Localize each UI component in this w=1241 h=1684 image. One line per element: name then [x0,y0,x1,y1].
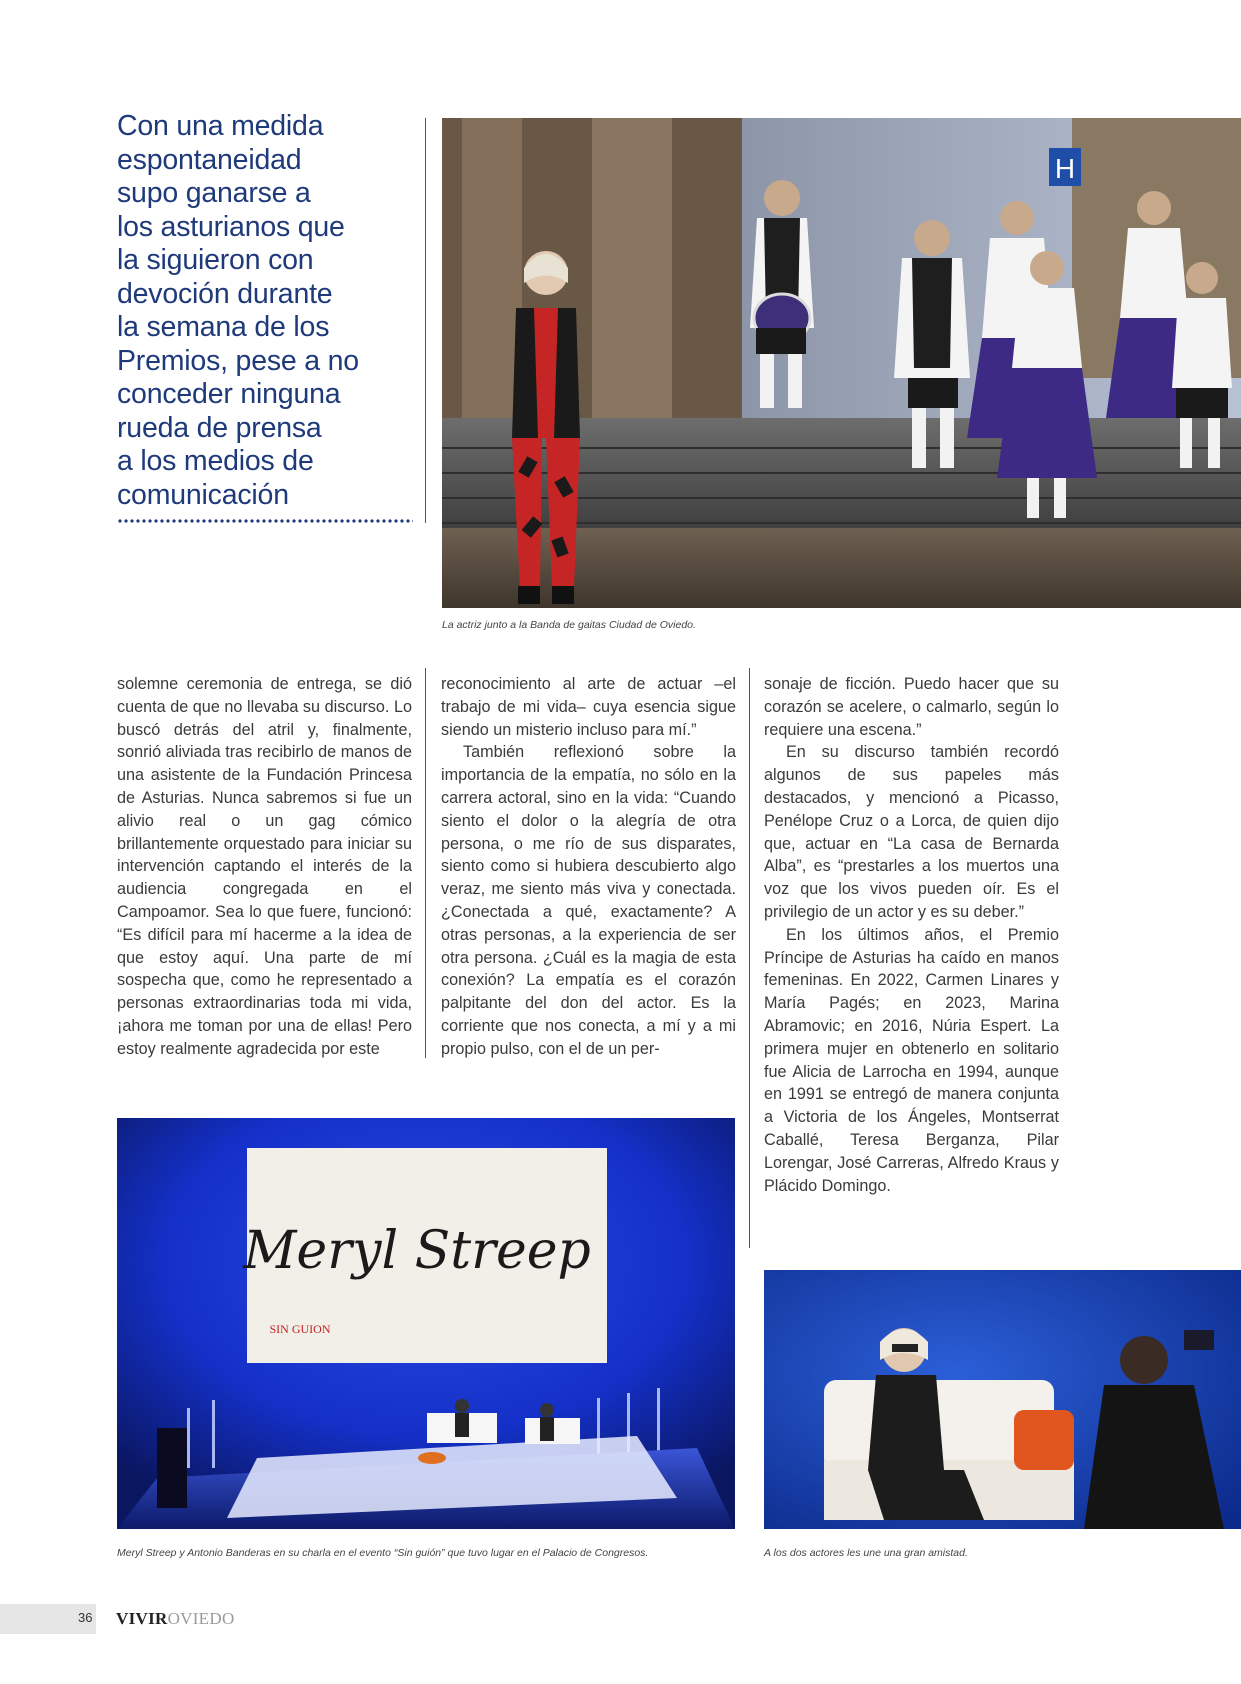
pull-quote-line: Premios, pese a no [117,344,359,377]
article-paragraph: En su discurso también recordó algunos de sus papeles más destacados, y mencionó a Picasso, Penélope Cruz o a Lorca, de quien dijo que, actuar en “La casa de Bernarda Alba”, es “prestarles a los muertos una voz que los vivos pueden oír. Es el privilegio de un actor y es su deber.” [764,743,1059,921]
dotted-divider [117,518,413,524]
article-paragraph: En los últimos años, el Premio Príncipe de Asturias ha caído en manos femeninas. En 2022, Carmen Linares y María Pagés; en 2023, Marina Abramovic; en 2016, Núria Espert. La primera mujer en obtenerlo en solitario fue Alicia de Larrocha en 1994, aunque en 1991 se entregó de manera conjunta a Victoria de los Ángeles, Montserrat Caballé, Teresa Berganza, Pilar Lorengar, José Carreras, Alfredo Kraus y Plácido Domingo. [764,925,1059,1195]
article-paragraph: reconocimiento al arte de actuar –el trabajo de mi vida– cuya esencia sigue siendo un misterio incluso para mí.” [441,675,736,739]
brand-light: OVIEDO [167,1609,235,1628]
pull-quote-line: rueda de prensa [117,411,322,444]
hotel-sign: H [1054,153,1076,184]
article-paragraph: sonaje de ficción. Puedo hacer que su corazón se acelere, o calmarlo, según lo requiere una escena.” [764,675,1059,739]
article-column-2 [441,673,736,1061]
pull-quote-line: la semana de los [117,311,330,343]
photo-actress-with-band [442,118,1241,608]
article-column-3 [764,673,1059,1197]
screen-label: SIN GUION [269,1322,331,1336]
caption-closeup-photo: A los dos actores les une una gran amistad. [764,1547,968,1559]
magazine-brand [116,1609,235,1629]
page-number: 36 [78,1610,93,1625]
article-paragraph: solemne ceremonia de entrega, se dió cuenta de que no llevaba su discurso. Lo buscó detrás del atril y, finalmente, sonrió aliviada tras recibirlo de manos de una asistente de la Fundación Princesa de Asturias. Nunca sabremos si fue un alivio real o un gag cómico brillantemente orquestado para iniciar su intervención captando el interés de la audiencia congregada en el Campoamor. Sea lo que fuere, funcionó: “Es difícil para mí hacerme a la idea de que estoy aquí. Una parte de mí sospecha que, como he representado a personas extraordinarias toda mi vida, ¡ahora me toman por una de ellas! Pero estoy realmente agradecida por este [117,675,412,1058]
pull-quote-line: a los medios de [117,445,314,477]
pull-quote-line: devoción durante [117,277,333,310]
column-rule-2 [425,668,426,1058]
caption-top-photo: La actriz junto a la Banda de gaitas Ciudad de Oviedo. [442,619,696,631]
article-column-1 [117,673,412,1061]
screen-signature: Meryl Streep [243,1221,591,1281]
article-paragraph: También reflexionó sobre la importancia de la empatía, no sólo en la carrera actoral, sino en la vida: “Cuando siento el dolor o la alegría de otra persona, o me río de sus disparates, siento como si hubiera descubierto algo veraz, me siento más viva y conectada. ¿Conectada a qué, exactamente? A otras personas, a la experiencia de ser otra persona. ¿Cuál es la magia de esta conexión? La empatía es el corazón palpitante del don del actor. Es la corriente que nos conecta, a mí y a mi propio pulso, con el de un per- [441,743,736,1058]
photo-actors-closeup-image [764,1270,1241,1529]
pull-quote [117,110,417,512]
pull-quote-line: espontaneidad [117,143,302,176]
photo-actors-closeup [764,1270,1241,1529]
photo-actress-with-band-image [442,118,1241,608]
caption-stage-photo: Meryl Streep y Antonio Banderas en su charla en el evento “Sin guión” que tuvo lugar en el Palacio de Congresos. [117,1547,649,1559]
photo-stage-event-image [117,1118,735,1529]
pull-quote-line: la siguieron con [117,244,314,276]
pull-quote-line: los asturianos que [117,210,345,243]
pull-quote-line: comunicación [117,478,289,511]
column-rule-1 [425,118,426,523]
pull-quote-line: supo ganarse a [117,177,311,209]
pull-quote-line: conceder ninguna [117,378,341,410]
brand-bold: VIVIR [116,1609,168,1628]
photo-stage-event [117,1118,735,1529]
column-rule-3 [749,668,750,1248]
pull-quote-line: Con una medida [117,110,324,142]
